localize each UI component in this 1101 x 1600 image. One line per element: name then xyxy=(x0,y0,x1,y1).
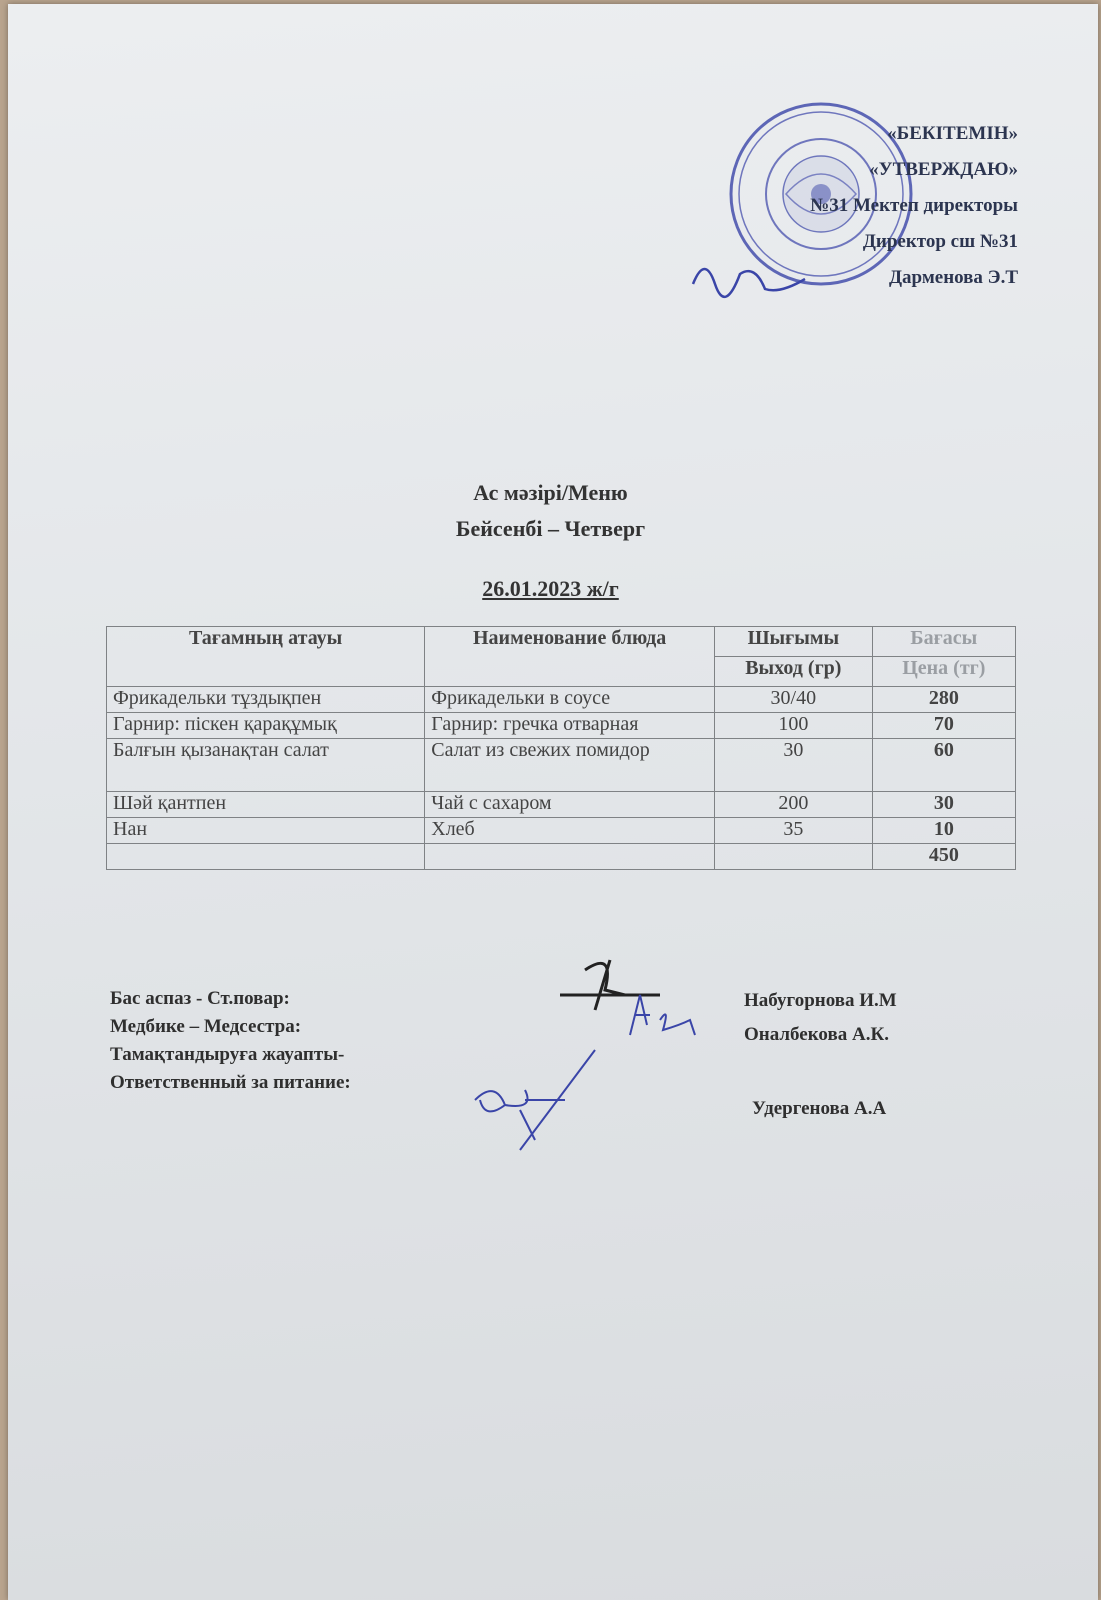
table-row xyxy=(107,713,1016,739)
menu-day: Бейсенбі – Четверг xyxy=(455,516,646,541)
dish-name-ru: Хлеб xyxy=(425,818,715,844)
menu-table xyxy=(106,626,1016,870)
dish-name-kz: Фрикадельки тұздықпен xyxy=(107,687,425,713)
dish-yield: 100 xyxy=(715,713,873,739)
name-responsible: Удергенова А.А xyxy=(752,1098,887,1119)
dish-name-ru: Чай с сахаром xyxy=(425,792,715,818)
dish-price: 70 xyxy=(872,713,1015,739)
table-row xyxy=(107,818,1016,844)
dish-name-kz: Балғын қызанақтан салат xyxy=(107,739,425,792)
header-price-ru: Цена (тг) xyxy=(872,657,1015,687)
header-name-kz: Тағамның атауы xyxy=(107,627,425,687)
dish-name-kz: Нан xyxy=(107,818,425,844)
signature-names xyxy=(744,990,897,1132)
table-row xyxy=(107,739,1016,792)
dish-yield: 35 xyxy=(715,818,873,844)
approval-line-5: Дарменова Э.Т xyxy=(888,267,1018,288)
dish-name-ru: Гарнир: гречка отварная xyxy=(425,713,715,739)
dish-price: 280 xyxy=(872,687,1015,713)
header-row xyxy=(107,627,1016,657)
role-nurse: Медбике – Медсестра: xyxy=(110,1016,302,1037)
dish-price: 30 xyxy=(872,792,1015,818)
total-row xyxy=(107,844,1016,870)
signature-roles xyxy=(110,985,351,1097)
approval-line-1: «БЕКІТЕМІН» xyxy=(887,123,1018,144)
menu-date: 26.01.2023 ж/г xyxy=(482,576,619,601)
header-price-kz: Бағасы xyxy=(872,627,1015,657)
dish-name-kz: Гарнир: піскен қарақұмық xyxy=(107,713,425,739)
total-price: 450 xyxy=(872,844,1015,870)
dish-name-kz: Шәй қантпен xyxy=(107,792,425,818)
total-empty-3 xyxy=(715,844,873,870)
table-row xyxy=(107,687,1016,713)
dish-price: 60 xyxy=(872,739,1015,792)
name-chef: Набугорнова И.М xyxy=(744,990,897,1011)
approval-line-4: Директор сш №31 xyxy=(862,231,1018,252)
dish-name-ru: Фрикадельки в соусе xyxy=(425,687,715,713)
header-yield-ru: Выход (гр) xyxy=(715,657,873,687)
dish-yield: 30/40 xyxy=(715,687,873,713)
approval-line-3: №31 Мектеп директоры xyxy=(810,195,1018,216)
menu-title: Ас мәзірі/Меню xyxy=(473,480,628,505)
table-row xyxy=(107,792,1016,818)
approval-line-2: «УТВЕРЖДАЮ» xyxy=(869,159,1018,180)
nurse-signature xyxy=(625,985,705,1045)
dish-yield: 200 xyxy=(715,792,873,818)
role-chef: Бас аспаз - Ст.повар: xyxy=(110,988,290,1009)
header-yield-kz: Шығымы xyxy=(715,627,873,657)
responsible-signature xyxy=(465,1040,625,1160)
director-signature xyxy=(685,244,815,314)
header-name-ru: Наименование блюда xyxy=(425,627,715,687)
total-empty-1 xyxy=(107,844,425,870)
dish-price: 10 xyxy=(872,818,1015,844)
dish-name-ru: Салат из свежих помидор xyxy=(425,739,715,792)
dish-yield: 30 xyxy=(715,739,873,792)
role-responsible-kz: Тамақтандыруға жауапты- xyxy=(110,1044,345,1065)
role-responsible-ru: Ответственный за питание: xyxy=(110,1072,351,1093)
name-nurse: Оналбекова А.К. xyxy=(744,1024,889,1045)
total-empty-2 xyxy=(425,844,715,870)
